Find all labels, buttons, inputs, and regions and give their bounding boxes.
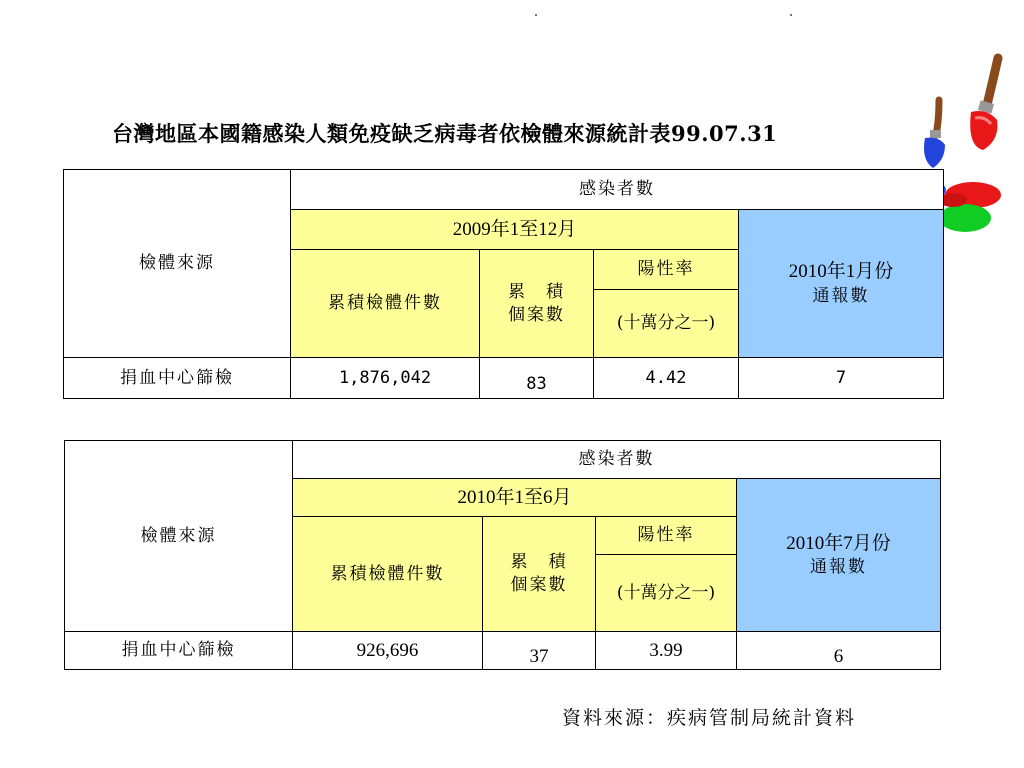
header-report-label: 通報數 — [812, 285, 870, 306]
row-rate: 4.42 — [594, 358, 739, 399]
header-cases-line2: 個案數 — [510, 575, 568, 595]
row-report-value: 6 — [833, 645, 844, 667]
header-cases-line1: 累 積 — [510, 552, 568, 573]
row-source: 捐血中心篩檢 — [65, 632, 293, 670]
row-cases-value: 83 — [526, 373, 547, 394]
decorative-dot — [535, 14, 537, 16]
header-cases-line2: 個案數 — [508, 304, 565, 325]
row-report — [737, 632, 941, 670]
header-infected-count: 感染者數 — [291, 170, 944, 210]
page-title: 台灣地區本國籍感染人類免疫缺乏病毒者依檢體來源統計表99.07.31 — [112, 121, 778, 146]
header-rate-unit: (十萬分之一) — [596, 555, 737, 632]
header-period: 2010年1至6月 — [293, 479, 737, 517]
header-cumulative-specimens: 累積檢體件數 — [291, 250, 480, 358]
header-cumulative-cases — [480, 250, 594, 358]
row-rate: 3.99 — [596, 632, 737, 670]
header-specimen-source: 檢體來源 — [65, 441, 293, 632]
header-report-label: 通報數 — [810, 557, 867, 578]
decorative-dot — [790, 14, 792, 16]
header-cases-line1: 累 積 — [508, 281, 565, 302]
header-cumulative-cases — [483, 517, 596, 632]
header-specimen-source: 檢體來源 — [64, 170, 291, 358]
row-report: 7 — [739, 358, 944, 399]
stats-table-2010 — [64, 440, 941, 670]
header-report-month: 2010年1月份 — [788, 261, 894, 283]
row-specimens: 926,696 — [293, 632, 483, 670]
row-source: 捐血中心篩檢 — [64, 358, 291, 399]
header-positive-rate: 陽性率 — [596, 517, 737, 555]
header-period: 2009年1至12月 — [291, 210, 739, 250]
header-report-count — [737, 479, 941, 632]
header-report-count — [739, 210, 944, 358]
header-infected-count: 感染者數 — [293, 441, 941, 479]
header-report-month: 2010年7月份 — [786, 532, 891, 554]
header-cumulative-specimens: 累積檢體件數 — [293, 517, 483, 632]
row-cases — [480, 358, 594, 399]
row-cases-value: 37 — [529, 645, 549, 667]
header-rate-unit: (十萬分之一) — [594, 290, 739, 358]
stats-table-2009 — [63, 169, 944, 399]
source-note: 資料來源：疾病管制局統計資料 — [562, 707, 857, 729]
row-specimens: 1,876,042 — [291, 358, 480, 399]
header-positive-rate: 陽性率 — [594, 250, 739, 290]
row-cases — [483, 632, 596, 670]
